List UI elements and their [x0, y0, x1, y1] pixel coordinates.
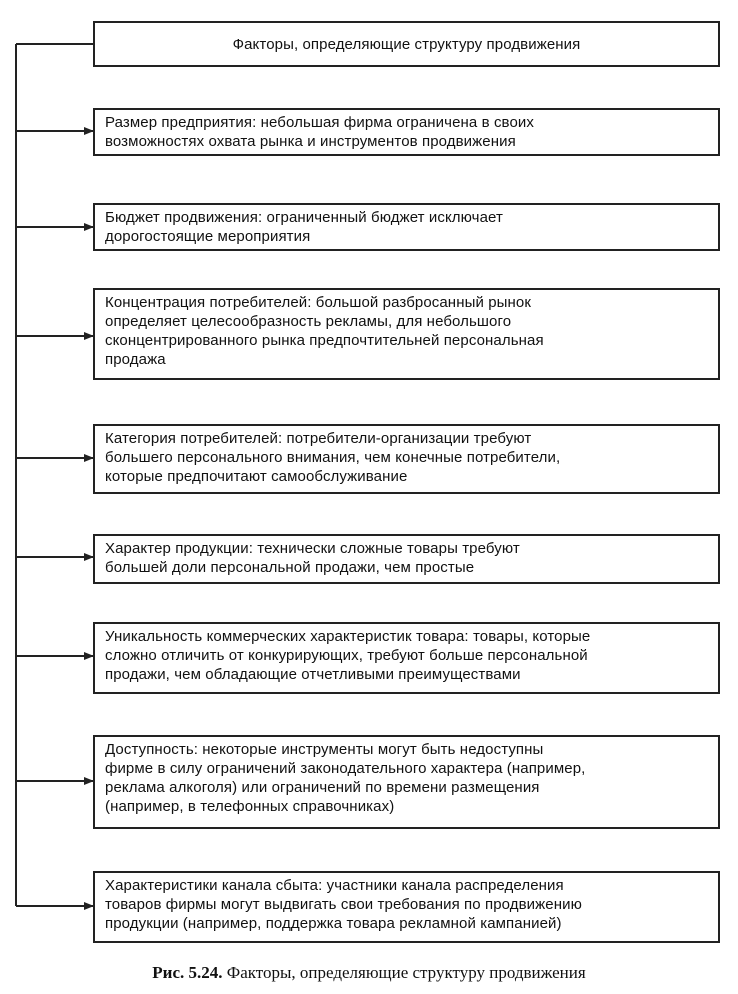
factor-3-line-2: определяет целесообразность рекламы, для небольшого	[105, 313, 512, 330]
factor-6-line-1: Уникальность коммерческих характеристик товара: товары, которые	[105, 628, 591, 645]
factor-1-line-1: Размер предприятия: небольшая фирма ограничена в своих	[105, 114, 534, 131]
factor-box-7	[93, 735, 720, 829]
factor-1-line-2: возможностях охвата рынка и инструментов продвижения	[105, 133, 516, 150]
figure-caption	[0, 963, 738, 983]
factor-6-line-3: продажи, чем обладающие отчетливыми преимуществами	[105, 666, 521, 683]
factor-6-line-2: сложно отличить от конкурирующих, требуют больше персональной	[105, 647, 588, 664]
root-factor-text: Факторы, определяющие структуру продвижения	[232, 36, 581, 53]
factor-5-line-2: большей доли персональной продажи, чем простые	[105, 559, 475, 576]
factor-2-line-2: дорогостоящие мероприятия	[105, 228, 311, 245]
figure-caption-label: Рис. 5.24.	[152, 963, 223, 982]
factor-8-line-3: продукции (например, поддержка товара рекламной кампанией)	[105, 915, 562, 932]
factor-7-line-1: Доступность: некоторые инструменты могут быть недоступны	[105, 741, 544, 758]
factor-8-line-2: товаров фирмы могут выдвигать свои требования по продвижению	[105, 896, 582, 913]
factor-8-line-1: Характеристики канала сбыта: участники канала распределения	[105, 877, 564, 894]
factor-7-line-2: фирме в силу ограничений законодательного характера (например,	[105, 760, 586, 777]
factor-3-line-3: сконцентрированного рынка предпочтительней персональная	[105, 332, 544, 349]
factor-box-6	[93, 622, 720, 694]
factor-3-line-1: Концентрация потребителей: большой разбросанный рынок	[105, 294, 532, 311]
factor-box-4	[93, 424, 720, 494]
factor-5-line-1: Характер продукции: технически сложные товары требуют	[105, 540, 520, 557]
figure-caption-text: Факторы, определяющие структуру продвижения	[222, 963, 586, 982]
factor-box-8	[93, 871, 720, 943]
factor-7-line-3: реклама алкоголя) или ограничений по времени размещения	[105, 779, 540, 796]
factor-4-line-3: которые предпочитают самообслуживание	[105, 468, 408, 485]
factor-2-line-1: Бюджет продвижения: ограниченный бюджет исключает	[105, 209, 503, 226]
factor-7-line-4: (например, в телефонных справочниках)	[105, 798, 395, 815]
factor-3-line-4: продажа	[105, 351, 166, 368]
factor-box-1	[93, 108, 720, 156]
factor-box-2	[93, 203, 720, 251]
factor-box-3	[93, 288, 720, 380]
factor-4-line-2: большего персонального внимания, чем конечные потребители,	[105, 449, 561, 466]
factor-4-line-1: Категория потребителей: потребители-организации требуют	[105, 430, 532, 447]
factor-box-5	[93, 534, 720, 584]
root-factor-box	[93, 21, 720, 67]
